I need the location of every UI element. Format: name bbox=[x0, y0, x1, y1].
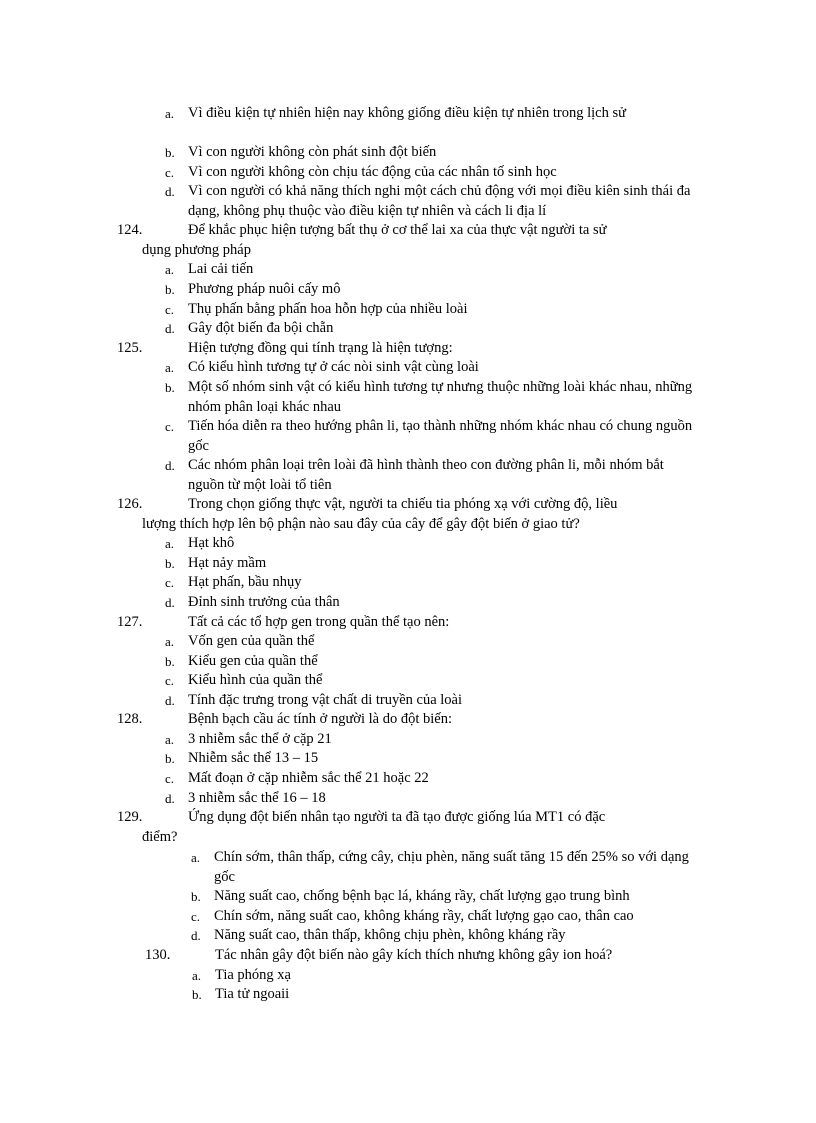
option-text: Vì con người không còn phát sinh đột biến bbox=[188, 144, 437, 160]
q129-option-a bbox=[191, 848, 704, 887]
q128-option-d bbox=[165, 789, 693, 809]
option-letter: c. bbox=[165, 771, 175, 786]
question-number: 129. bbox=[117, 809, 143, 825]
question-number: 127. bbox=[117, 614, 143, 630]
q124-option-c bbox=[165, 300, 693, 320]
option-text: Thụ phấn bằng phấn hoa hỗn hợp của nhiều loài bbox=[188, 301, 468, 317]
question-number: 126. bbox=[117, 496, 143, 512]
q130-option-a bbox=[192, 966, 690, 986]
option-text: Kiểu gen của quần thể bbox=[188, 653, 318, 669]
q125-option-d bbox=[165, 456, 693, 495]
option-letter: a. bbox=[165, 536, 175, 551]
option-letter: a. bbox=[191, 850, 201, 865]
option-text: Năng suất cao, thân thấp, không chịu phèn, không kháng rầy bbox=[214, 927, 566, 943]
option-letter: a. bbox=[165, 732, 175, 747]
option-text: Nhiễm sắc thể 13 – 15 bbox=[188, 750, 319, 766]
option-letter: b. bbox=[191, 889, 201, 904]
option-text: Vốn gen của quần thể bbox=[188, 633, 315, 649]
q129-option-c bbox=[191, 907, 704, 927]
option-letter: c. bbox=[165, 302, 175, 317]
option-text: Một số nhóm sinh vật có kiểu hình tương tự nhưng thuộc những loài khác nhau, những nhóm phân loại khác nhau bbox=[188, 379, 693, 415]
option-text: Vì con người có khả năng thích nghi một cách chủ động với mọi điều kiên sinh thái đa dạng, không phụ thuộc vào điều kiện tự nhiên và cách li địa lí bbox=[188, 183, 691, 219]
question-number: 124. bbox=[117, 222, 143, 238]
option-letter: a. bbox=[192, 968, 202, 983]
option-text: Kiểu hình của quần thể bbox=[188, 672, 323, 688]
option-letter: d. bbox=[165, 693, 175, 708]
option-text: Năng suất cao, chống bệnh bạc lá, kháng rầy, chất lượng gạo trung bình bbox=[214, 888, 630, 904]
q126-option-a bbox=[165, 534, 693, 554]
option-letter: a. bbox=[165, 106, 175, 121]
option-letter: c. bbox=[165, 419, 175, 434]
option-text: Đỉnh sinh trưởng của thân bbox=[188, 594, 340, 610]
q128-option-c bbox=[165, 769, 693, 789]
question-text-line2: điểm? bbox=[142, 829, 178, 845]
option-text: Lai cải tiến bbox=[188, 261, 254, 277]
q126-option-d bbox=[165, 593, 693, 613]
option-text: Hạt phấn, bầu nhụy bbox=[188, 574, 302, 590]
option-text: 3 nhiễm sắc thể ở cặp 21 bbox=[188, 731, 332, 747]
question-text-line2: lượng thích hợp lên bộ phận nào sau đây của cây để gây đột biến ở giao tử? bbox=[142, 516, 580, 532]
option-text: 3 nhiễm sắc thể 16 – 18 bbox=[188, 790, 326, 806]
question-text-line1: Để khắc phục hiện tượng bất thụ ở cơ thể lai xa của thực vật người ta sử bbox=[188, 222, 607, 238]
option-letter: b. bbox=[165, 282, 175, 297]
option-letter: b. bbox=[165, 654, 175, 669]
question-number: 128. bbox=[117, 711, 143, 727]
option-letter: d. bbox=[165, 321, 175, 336]
option-text: Hạt nảy mầm bbox=[188, 555, 267, 571]
option-letter: c. bbox=[165, 575, 175, 590]
option-letter: c. bbox=[165, 165, 175, 180]
option-text: Chín sớm, năng suất cao, không kháng rầy, chất lượng gạo cao, thân cao bbox=[214, 908, 634, 924]
option-letter: b. bbox=[165, 145, 175, 160]
q124-option-a bbox=[165, 260, 693, 280]
q127-option-d bbox=[165, 691, 693, 711]
option-letter: a. bbox=[165, 262, 175, 277]
option-text: Gây đột biến đa bội chẵn bbox=[188, 320, 334, 336]
option-letter: b. bbox=[192, 987, 202, 1002]
option-text: Phương pháp nuôi cấy mô bbox=[188, 281, 341, 297]
option-text: Vì con người không còn chịu tác động của các nhân tố sinh học bbox=[188, 164, 557, 180]
option-letter: d. bbox=[165, 184, 175, 199]
option-letter: d. bbox=[165, 595, 175, 610]
option-text: Tia phóng xạ bbox=[215, 967, 291, 983]
option-text: Chín sớm, thân thấp, cứng cây, chịu phèn, năng suất tăng 15 đến 25% so với dạng gốc bbox=[214, 849, 689, 885]
question-text-line2: dụng phương pháp bbox=[142, 242, 251, 258]
q127-option-c bbox=[165, 671, 693, 691]
option-text: Mất đoạn ở cặp nhiễm sắc thể 21 hoặc 22 bbox=[188, 770, 429, 786]
question-text-line1: Trong chọn giống thực vật, người ta chiếu tia phóng xạ với cường độ, liều bbox=[188, 496, 618, 512]
q128-option-a bbox=[165, 730, 693, 750]
option-letter: d. bbox=[191, 928, 201, 943]
option-letter: c. bbox=[191, 909, 201, 924]
question-number: 130. bbox=[145, 947, 171, 963]
question-number: 125. bbox=[117, 340, 143, 356]
q125-option-b bbox=[165, 378, 693, 417]
q123-option-d bbox=[165, 182, 693, 221]
q129-option-b bbox=[191, 887, 704, 907]
q126-option-b bbox=[165, 554, 693, 574]
q125-option-a bbox=[165, 358, 693, 378]
q123-option-b bbox=[165, 143, 693, 163]
q125-option-c bbox=[165, 417, 693, 456]
option-letter: a. bbox=[165, 360, 175, 375]
option-text: Có kiểu hình tương tự ở các nòi sinh vật cùng loài bbox=[188, 359, 479, 375]
question-text-line1: Tác nhân gây đột biến nào gây kích thích nhưng không gây ion hoá? bbox=[215, 947, 613, 963]
option-letter: d. bbox=[165, 458, 175, 473]
question-text-line1: Tất cả các tổ hợp gen trong quần thể tạo nên: bbox=[188, 614, 450, 630]
option-letter: b. bbox=[165, 556, 175, 571]
option-letter: a. bbox=[165, 634, 175, 649]
q130-option-b bbox=[192, 985, 690, 1005]
option-text: Các nhóm phân loại trên loài đã hình thành theo con đường phân li, mỗi nhóm bắt nguồn từ một loài tổ tiên bbox=[188, 457, 664, 493]
question-text-line1: Bệnh bạch cầu ác tính ở người là do đột biến: bbox=[188, 711, 452, 727]
option-text: Vì điều kiện tự nhiên hiện nay không giống điều kiện tự nhiên trong lịch sử bbox=[188, 105, 626, 121]
option-text: Tiến hóa diễn ra theo hướng phân li, tạo thành những nhóm khác nhau có chung nguồn gốc bbox=[188, 418, 693, 454]
q127-option-a bbox=[165, 632, 693, 652]
q129-option-d bbox=[191, 926, 704, 946]
q123-option-c bbox=[165, 163, 693, 183]
option-text: Tia tử ngoaii bbox=[215, 986, 290, 1002]
q126-option-c bbox=[165, 573, 693, 593]
option-letter: b. bbox=[165, 380, 175, 395]
option-text: Tính đặc trưng trong vật chất di truyền của loài bbox=[188, 692, 463, 708]
option-letter: c. bbox=[165, 673, 175, 688]
option-letter: b. bbox=[165, 751, 175, 766]
question-text-line1: Ứng dụng đột biến nhân tạo người ta đã tạo được giống lúa MT1 có đặc bbox=[188, 809, 606, 825]
q124-option-b bbox=[165, 280, 693, 300]
question-text-line1: Hiện tượng đồng qui tính trạng là hiện tượng: bbox=[188, 340, 453, 356]
option-text: Hạt khô bbox=[188, 535, 235, 551]
q123-option-a bbox=[165, 104, 693, 124]
q124-option-d bbox=[165, 319, 693, 339]
q128-option-b bbox=[165, 749, 693, 769]
q127-option-b bbox=[165, 652, 693, 672]
option-letter: d. bbox=[165, 791, 175, 806]
